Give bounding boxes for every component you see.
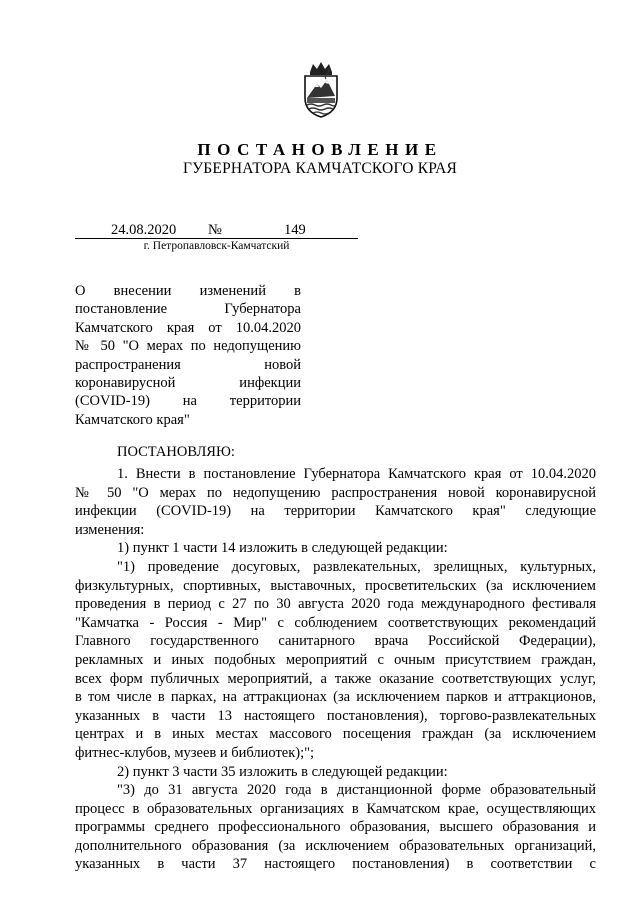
document-body [75, 465, 596, 874]
body-line: рекламных и иных подобных мероприятий с очным присутствием граждан, [75, 651, 596, 668]
body-line: "3) до 31 августа 2020 года в дистанционной форме образовательный [117, 782, 596, 799]
subject-line: постановление Губернатора [75, 301, 301, 318]
subject-line: № 50 "О мерах по недопущению [75, 338, 301, 355]
body-line: программы среднего профессионального образования, высшего образования и [75, 819, 596, 836]
body-line: изменения: [75, 521, 145, 538]
subject-line: Камчатского края от 10.04.2020 [75, 319, 301, 336]
document-date: 24.08.2020 [111, 222, 177, 238]
coat-of-arms-icon [301, 60, 341, 118]
body-line: указанных в части 37 настоящего постановления) в соответствии с [75, 856, 596, 873]
decree-word: ПОСТАНОВЛЯЮ: [117, 444, 235, 460]
body-line: центрах и в иных местах массового посещения граждан (за исключением [75, 726, 596, 743]
body-line: процесс в образовательных организациях в Камчатском крае, осуществляющих [75, 800, 596, 817]
subject-line: распространения новой [75, 356, 301, 373]
body-line: физкультурных, спортивных, выставочных, просветительских (за исключением [75, 577, 596, 594]
document-title: ПОСТАНОВЛЕНИЕ [197, 140, 443, 159]
body-line: дополнительного образования (за исключением образовательных организаций, [75, 837, 596, 854]
body-line: всех форм публичных мероприятий, а также оказание соответствующих услуг, [75, 670, 596, 687]
document-subtitle: ГУБЕРНАТОРА КАМЧАТСКОГО КРАЯ [182, 160, 458, 177]
body-line: проведения в период с 27 по 30 августа 2020 года международного фестиваля [75, 596, 596, 613]
body-line: фитнес-клубов, музеев и библиотек);"; [75, 744, 315, 761]
body-line: инфекции (COVID-19) на территории Камчатского края" следующие [75, 503, 596, 520]
body-line: 1) пункт 1 части 14 изложить в следующей редакции: [117, 540, 448, 557]
document-subject [75, 282, 301, 429]
subject-line: О внесении изменений в [75, 283, 301, 299]
body-line: в том числе в парках, на аттракционах (за исключением парков и аттракционов, [75, 689, 596, 706]
body-line: "Камчатка - Россия - Мир" с соблюдением соответствующих рекомендаций [75, 614, 596, 631]
body-line: указанных в части 13 настоящего постановления), торгово-развлекательных [75, 707, 596, 724]
document-number: 149 [284, 222, 306, 238]
subject-line: (COVID-19) на территории [75, 393, 301, 410]
body-line: "1) проведение досуговых, развлекательных, зрелищных, культурных, [117, 558, 596, 575]
body-line: 1. Внести в постановление Губернатора Камчатского края от 10.04.2020 [117, 466, 596, 482]
subject-line: Камчатского края" [75, 411, 190, 428]
subject-line: коронавирусной инфекции [75, 375, 301, 392]
date-number-line [75, 222, 358, 239]
body-line: Главного государственного санитарного врача Российской Федерации), [75, 633, 596, 650]
body-line: 2) пункт 3 части 35 изложить в следующей редакции: [117, 763, 448, 780]
document-city: г. Петропавловск-Камчатский [143, 240, 290, 252]
body-line: № 50 "О мерах по недопущению распространения новой коронавирусной [75, 484, 596, 501]
number-sign: № [208, 222, 222, 238]
